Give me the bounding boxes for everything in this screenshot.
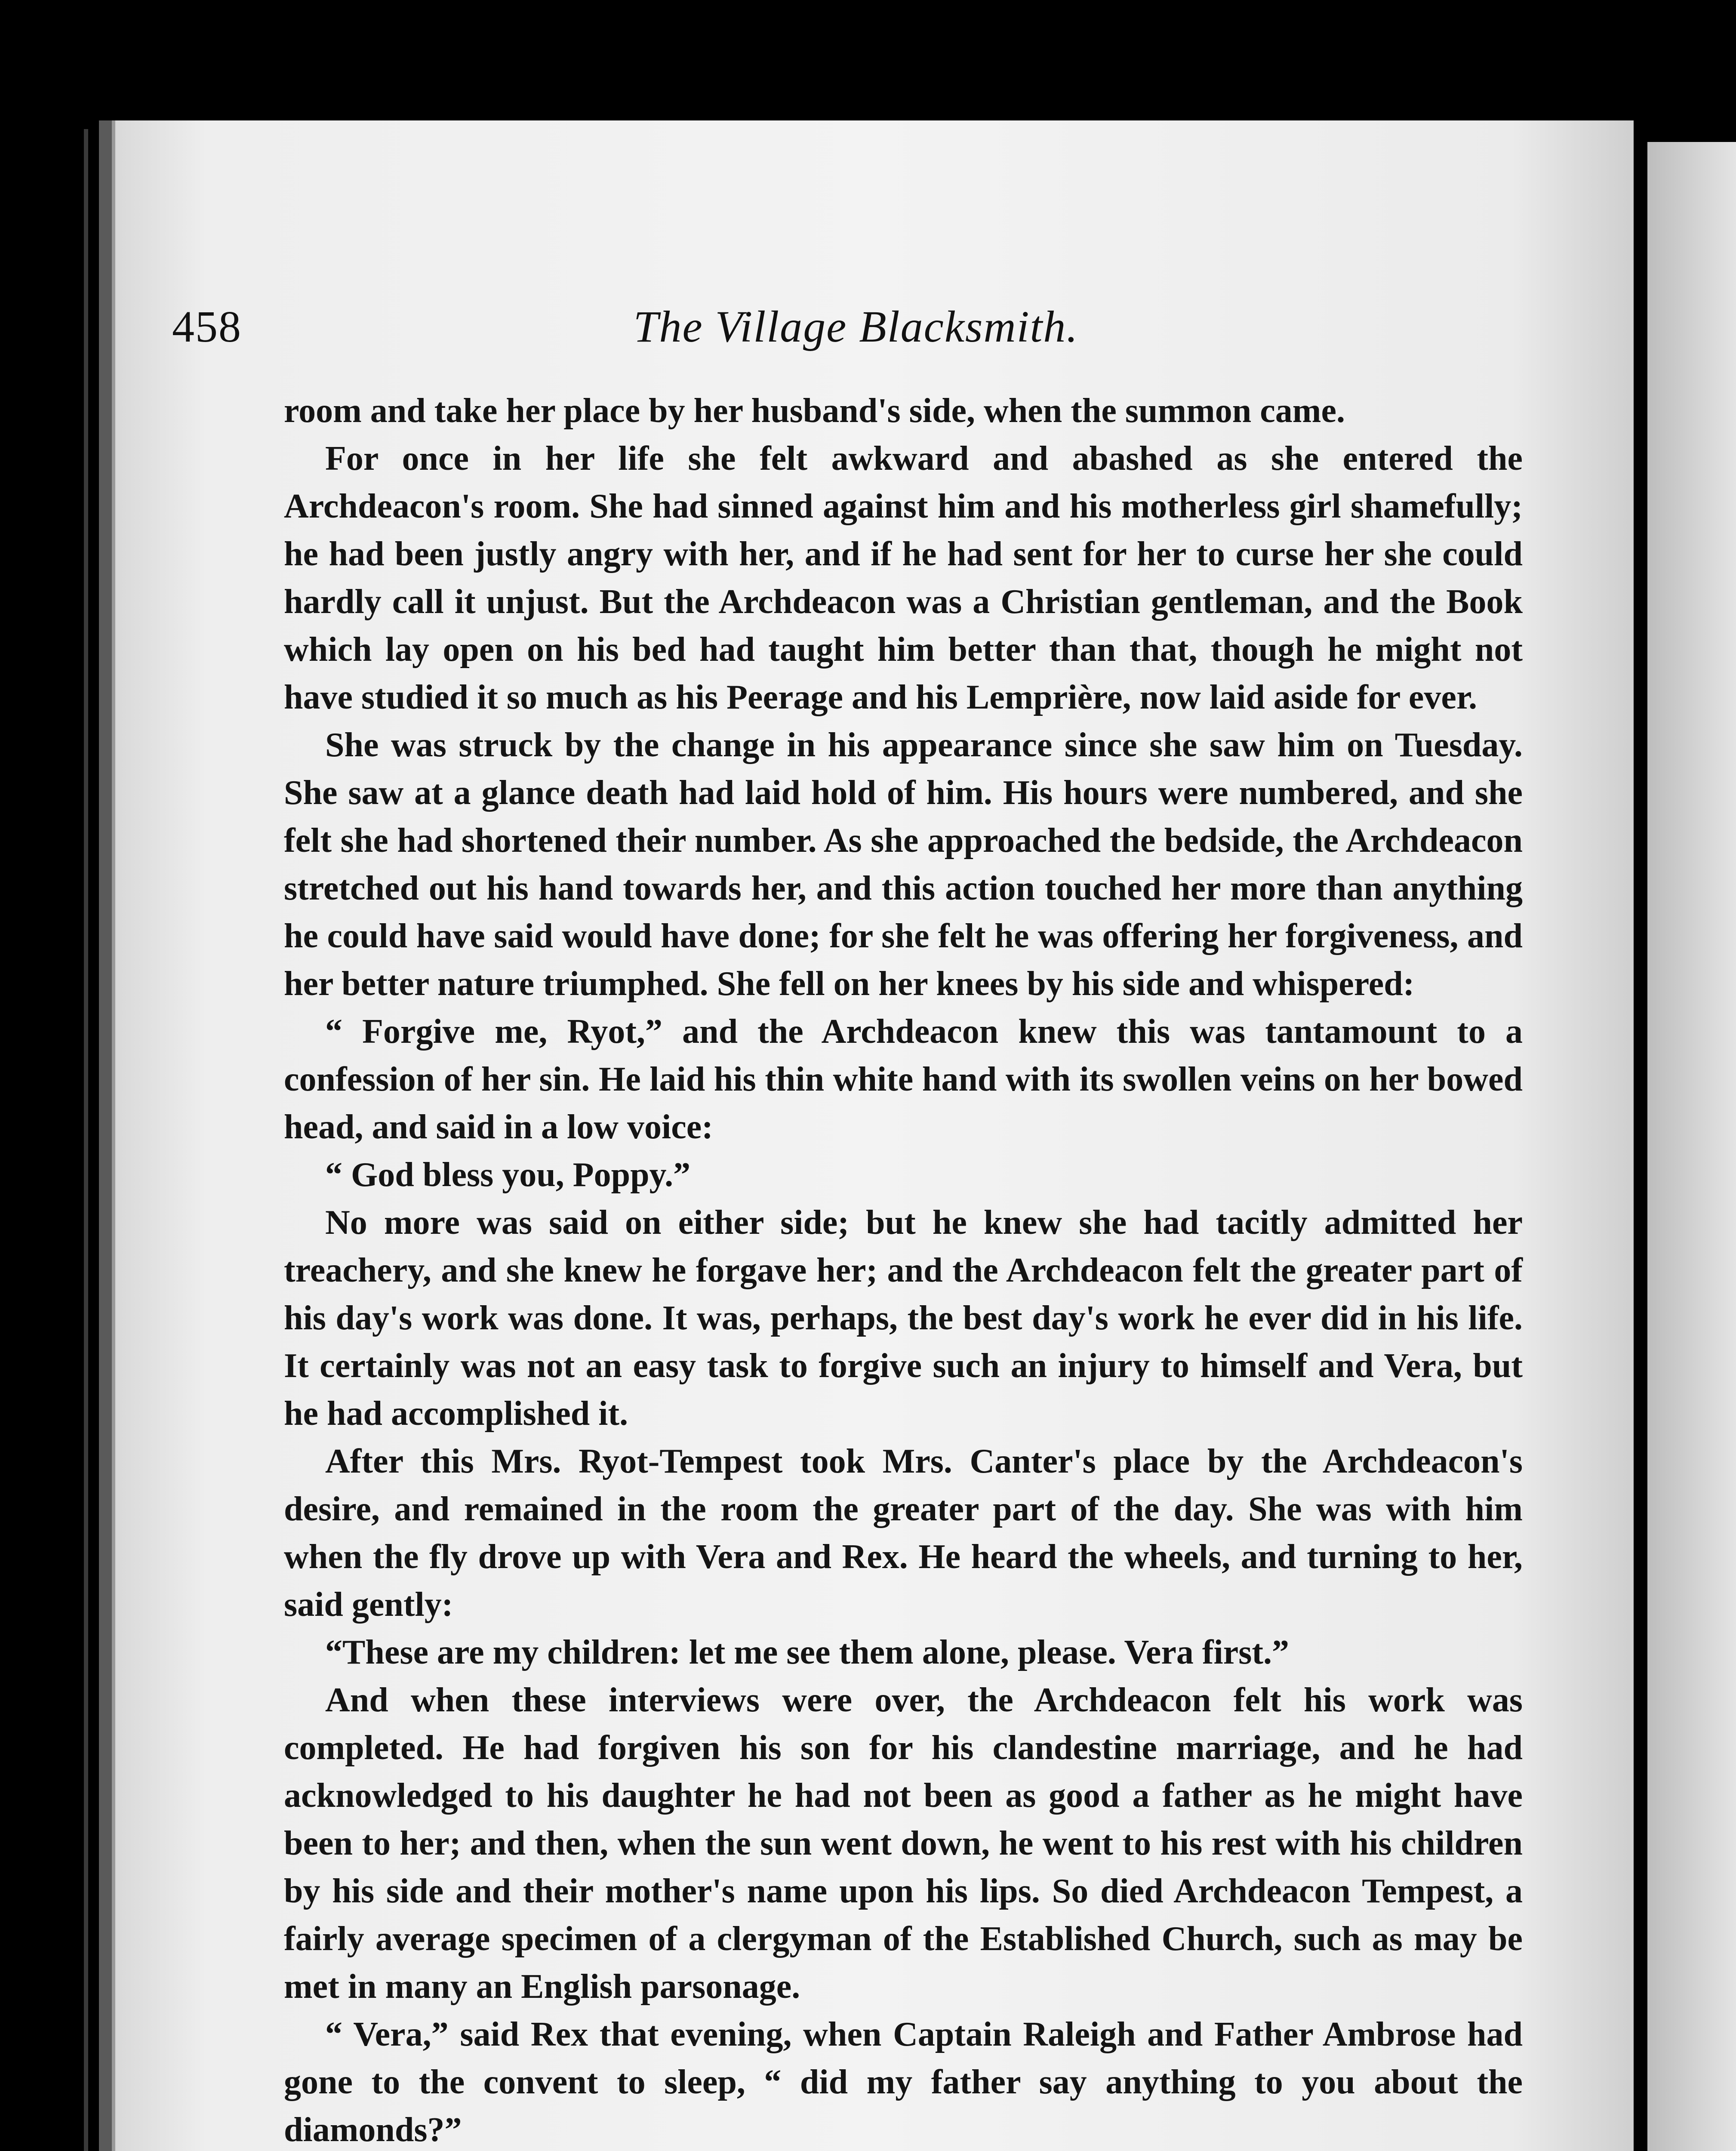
paragraph: She was struck by the change in his appearance since she saw him on Tuesday. She saw at a glance death had laid hold of him. His hours were numbered, and she felt she had shortened their number. As she approached the bedside, the Archdeacon stretched out his hand towards her, and this action touched her more than anything he could have said would have done; for she felt he was offering her forgiveness, and her better nature triumphed. She fell on her knees by his side and whispered: — [284, 726, 1523, 1003]
page-header — [172, 301, 1540, 370]
running-head: The Village Blacksmith. — [633, 302, 1079, 351]
paragraph: “ God bless you, Poppy.” — [325, 1156, 691, 1194]
paragraph: room and take her place by her husband's side, when the summon came. — [284, 392, 1345, 430]
page-number: 458 — [172, 302, 242, 351]
paragraph: “ Forgive me, Ryot,” and the Archdeacon knew this was tantamount to a confession of her sin. He laid his thin white hand with its swollen veins on her bowed head, and said in a low voice: — [284, 1013, 1523, 1146]
paragraph: After this Mrs. Ryot-Tempest took Mrs. Canter's place by the Archdeacon's desire, and remained in the room the greater part of the day. She was with him when the fly drove up with Vera and Rex. He heard the wheels, and turning to her, said gently: — [284, 1442, 1523, 1624]
facing-page-edge — [1647, 142, 1736, 2151]
page-body-text — [284, 387, 1523, 2151]
paragraph: No more was said on either side; but he knew she had tacitly admitted her treachery, and she knew he forgave her; and the Archdeacon felt the greater part of his day's work was done. It was, perhaps, the best day's work he ever did in his life. It certainly was not an easy task to forgive such an injury to himself and Vera, but he had accomplished it. — [284, 1204, 1523, 1433]
paragraph: “ Vera,” said Rex that evening, when Captain Raleigh and Father Ambrose had gone to the convent to sleep, “ did my father say anything to you about the diamonds?” — [284, 2015, 1523, 2149]
book-gutter — [84, 129, 88, 2151]
paragraph: And when these interviews were over, the Archdeacon felt his work was completed. He had forgiven his son for his clandestine marriage, and he had acknowledged to his daughter he had not been as good a father as he might have been to her; and then, when the sun went down, he went to his rest with his children by his side and their mother's name upon his lips. So died Archdeacon Tempest, a fairly average specimen of a clergyman of the Established Church, such as may be met in many an English parsonage. — [284, 1681, 1523, 2006]
paragraph: For once in her life she felt awkward and abashed as she entered the Archdeacon's room. She had sinned against him and his motherless girl shamefully; he had been justly angry with her, and if he had sent for her to curse her she could hardly call it unjust. But the Archdeacon was a Christian gentleman, and the Book which lay open on his bed had taught him better than that, though he might not have studied it so much as his Peerage and his Lemprière, now laid aside for ever. — [284, 440, 1523, 716]
paragraph: “These are my children: let me see them alone, please. Vera first.” — [325, 1633, 1290, 1671]
